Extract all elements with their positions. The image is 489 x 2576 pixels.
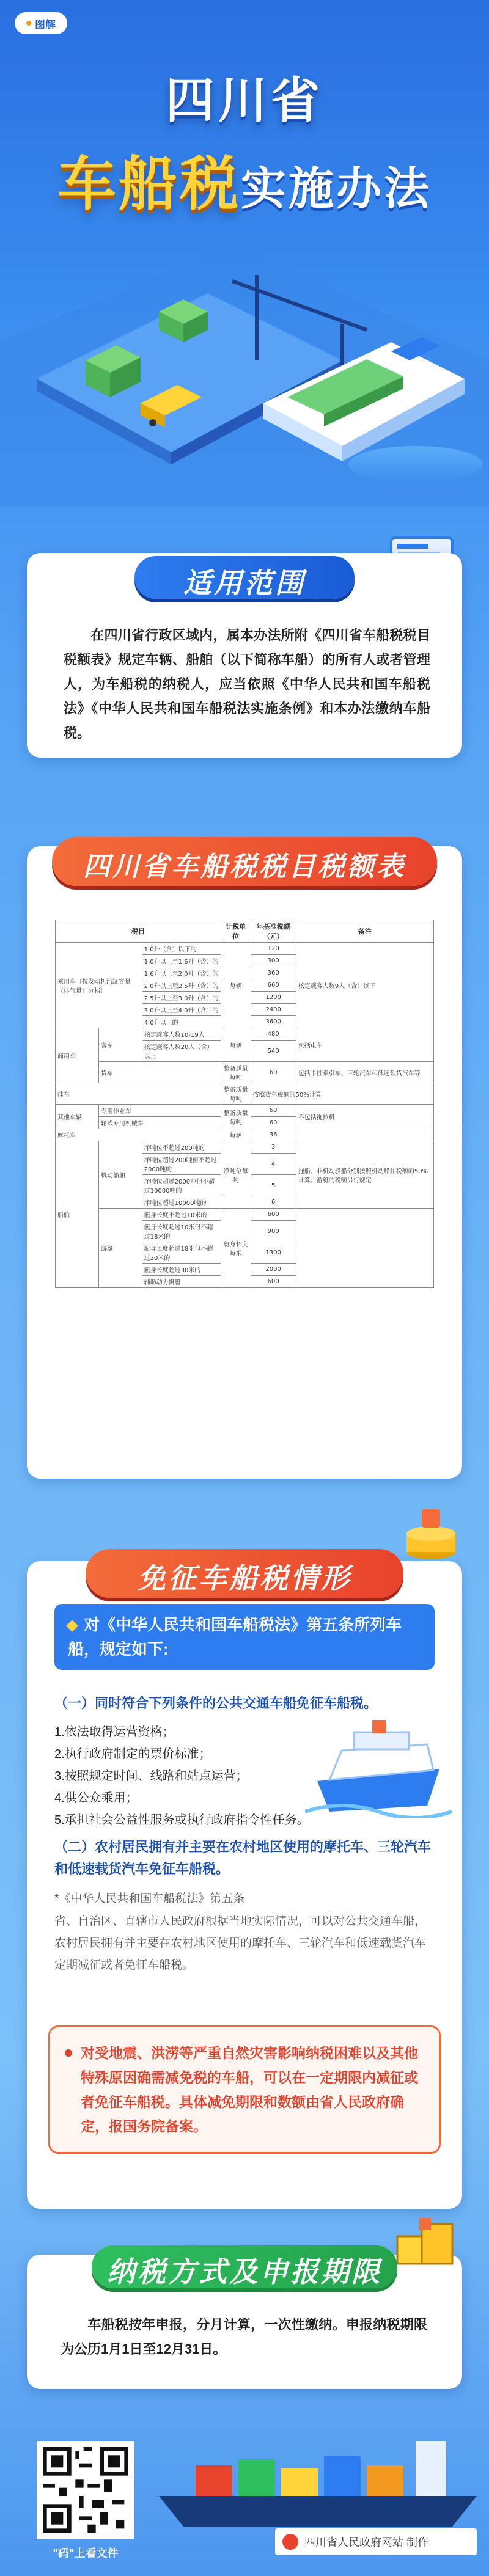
cell-unit: 整备质量每吨	[221, 1083, 251, 1105]
cell-sub: 艇身长度不超过10米的	[142, 1209, 221, 1221]
cell-amount: 2400	[251, 1004, 296, 1016]
th-unit: 计税单位	[221, 920, 251, 943]
cell-amount: 660	[251, 979, 296, 992]
cell-amount: 6	[251, 1196, 296, 1209]
cell-truck-label: 货车	[98, 1062, 221, 1083]
cell-yacht-label: 游艇	[98, 1209, 142, 1288]
cell-sub: 净吨位超过10000吨的	[142, 1196, 221, 1209]
tax-table-card	[27, 846, 462, 1479]
cell-sub: 1.0升（含）以下的	[142, 943, 221, 955]
exempt-title: 免征车船税情形	[138, 1562, 351, 1594]
cell-ship-group: 船舶	[56, 1141, 99, 1288]
cell-sub: 艇身长度超过18米但不超过30米的	[142, 1242, 221, 1264]
cell-amount: 540	[251, 1041, 296, 1062]
cell-amount: 480	[251, 1028, 296, 1041]
tax-table	[55, 920, 434, 1288]
cell-note: 包括半挂牵引车、三轮汽车和低速载货汽车等	[296, 1062, 433, 1083]
cell-sub: 辅助动力帆艇	[142, 1276, 221, 1288]
cell-note: 不包括拖拉机	[296, 1105, 433, 1129]
qr-caption: "码"上看文件	[53, 2547, 119, 2560]
cell-amount: 600	[251, 1276, 296, 1288]
cell-sub: 轮式专用机械车	[98, 1117, 221, 1129]
table-row	[56, 1062, 434, 1083]
exempt-red-box	[48, 2025, 441, 2154]
badge-label: 图解	[35, 18, 56, 31]
cell-note: 核定载客人数9人（含）以下	[296, 943, 433, 1028]
list-item: 5.承担社会公益性服务或执行政府指令性任务。	[54, 1813, 309, 1827]
table-row	[56, 1129, 434, 1141]
cell-unit: 整备质量每吨	[221, 1105, 251, 1129]
table-title: 四川省车船税税目税额表	[83, 852, 406, 882]
bullet-icon	[65, 2049, 72, 2057]
cell-sub: 艇身长度超过10米但不超过18米的	[142, 1221, 221, 1242]
cell-amount: 4	[251, 1154, 296, 1175]
th-item: 税目	[56, 920, 221, 943]
payment-text	[61, 2313, 427, 2362]
port-illustration	[0, 220, 489, 507]
cell-unit: 整备质量每吨	[221, 1062, 251, 1083]
cell-sub: 净吨位不超过200吨的	[142, 1141, 221, 1154]
table-row	[56, 1028, 434, 1041]
title-sub: 实施办法	[241, 163, 432, 214]
cell-sub: 2.0升以上至2.5升（含）的	[142, 979, 221, 992]
cell-amount: 5	[251, 1175, 296, 1196]
cell-bus-label: 客车	[98, 1028, 142, 1062]
scope-paragraph: 在四川省行政区域内，属本办法所附《四川省车船税税目税额表》规定车辆、船舶（以下简称车船）的所有人或者管理人，为车船税的纳税人，应当依照《中华人民共和国车船税法》《中华人民共和国车船税法实施条例》和本办法缴纳车船税。	[64, 628, 430, 741]
cell-sub: 净吨位超过200吨但不超过2000吨的	[142, 1154, 221, 1175]
cell-sub: 艇身长度超过30米的	[142, 1264, 221, 1276]
cell-amount: 60	[251, 1062, 296, 1083]
cell-amount: 36	[251, 1129, 296, 1141]
payment-paragraph: 车船税按年申报，分月计算，一次性缴纳。申报纳税期限为公历1月1日至12月31日。	[61, 2317, 427, 2357]
cell-sub: 核定载客人数10-19人	[142, 1028, 221, 1041]
scope-title: 适用范围	[183, 567, 306, 599]
cell-amount: 120	[251, 943, 296, 955]
cell-note: 拖船、非机动驳船分别按照机动船舶税额的50%计算；游艇的税额另行规定	[296, 1141, 433, 1209]
exempt-list	[54, 1721, 336, 1831]
cell-amount: 60	[251, 1105, 296, 1117]
cell-amount: 360	[251, 967, 296, 979]
cell-moto-label: 摩托车	[56, 1129, 221, 1141]
cell-sub: 3.0升以上至4.0升（含）的	[142, 1004, 221, 1016]
coins-icon	[397, 1503, 465, 1564]
cell-amount: 按照货车税额的50%计算	[251, 1083, 433, 1105]
table-row	[56, 1105, 434, 1117]
law-title: *《中华人民共和国车船税法》第五条	[54, 1892, 245, 1905]
cell-commercial-group: 商用车	[56, 1028, 99, 1083]
list-item: 4.供公众乘用；	[54, 1791, 138, 1805]
exempt-intro: 对《中华人民共和国车船税法》第五条所列车船，规定如下:	[68, 1615, 402, 1658]
cell-unit: 每辆	[221, 1028, 251, 1062]
cell-sub: 2.5升以上至3.0升（含）的	[142, 992, 221, 1004]
cell-amount: 3600	[251, 1016, 296, 1028]
tax-table-wrap	[55, 920, 434, 1288]
title-line2	[0, 137, 489, 221]
cell-unit: 净吨位每吨	[221, 1141, 251, 1209]
cell-sub: 净吨位超过2000吨但不超过10000吨的	[142, 1175, 221, 1196]
law-text: 省、自治区、直辖市人民政府根据当地实际情况，可以对公共交通车船，农村居民拥有并主要在农村地区使用的摩托车、三轮汽车和低速载货汽车定期减征或者免征车船税。	[54, 1915, 427, 1972]
cell-passenger-group: 乘用车〔按发动机汽缸容量（排气量）分档〕	[56, 943, 142, 1028]
diamond-icon	[66, 1620, 78, 1632]
title-main: 车船税	[57, 152, 241, 217]
qr-code[interactable]	[37, 2441, 134, 2539]
exempt-disaster-text: 对受地震、洪涝等严重自然灾害影响纳税困难以及其他特殊原因确需减免税的车船，可以在一定期限内减征或者免征车船税。具体减免期限和数额由省人民政府确定，报国务院备案。	[81, 2045, 418, 2134]
exempt-card	[27, 1561, 462, 2209]
footer-ship-icon	[159, 2423, 477, 2527]
list-item: 2.执行政府制定的票价标准；	[54, 1747, 211, 1761]
exempt-sub1: （一）同时符合下列条件的公共交通车船免征车船税。	[54, 1696, 378, 1711]
exempt-blue-box	[54, 1604, 435, 1670]
footer-brand-text: 四川省人民政府网站 制作	[304, 2536, 428, 2549]
cell-note-empty	[296, 1209, 433, 1288]
illustration-badge	[15, 12, 67, 34]
table-row	[56, 1083, 434, 1105]
badge-dot-icon	[26, 21, 31, 26]
gov-logo-icon	[282, 2534, 298, 2550]
cell-amount: 300	[251, 955, 296, 967]
cruise-ship-icon	[305, 1714, 452, 1818]
table-row	[56, 943, 434, 955]
title-line1: 四川省	[166, 73, 323, 128]
cell-sub: 1.0升以上至1.6升（含）的	[142, 955, 221, 967]
scope-text	[64, 623, 430, 745]
cell-other-group: 其他车辆	[56, 1105, 99, 1129]
cell-amount: 1300	[251, 1242, 296, 1264]
cell-amount: 1200	[251, 992, 296, 1004]
cell-amount: 3	[251, 1141, 296, 1154]
cell-unit: 艇身长度每米	[221, 1209, 251, 1288]
th-note: 备注	[296, 920, 433, 943]
cell-motor-ship-label: 机动船舶	[98, 1141, 142, 1209]
list-item: 3.按照规定时间、线路和站点运营；	[54, 1769, 248, 1783]
cell-note: 包括电车	[296, 1028, 433, 1062]
table-row	[56, 1141, 434, 1154]
cell-unit: 每辆	[221, 943, 251, 1028]
cell-amount: 900	[251, 1221, 296, 1242]
payment-title: 纳税方式及申报期限	[107, 2256, 382, 2288]
cell-amount: 600	[251, 1209, 296, 1221]
table-header-row	[56, 920, 434, 943]
cell-sub: 专用作业车	[98, 1105, 221, 1117]
qr-code-icon	[43, 2447, 128, 2533]
cell-amount: 60	[251, 1117, 296, 1129]
table-row	[56, 1209, 434, 1221]
list-item: 1.依法取得运营资格；	[54, 1725, 175, 1739]
cell-sub: 核定载客人数20人（含）以上	[142, 1041, 221, 1062]
cell-sub: 1.6升以上至2.0升（含）的	[142, 967, 221, 979]
cell-sub: 4.0升以上的	[142, 1016, 221, 1028]
cell-unit: 每辆	[221, 1129, 251, 1141]
cell-note-empty	[296, 1129, 433, 1141]
cell-amount: 2000	[251, 1264, 296, 1276]
cell-trailer-label: 挂车	[56, 1083, 221, 1105]
exempt-sub2: （二）农村居民拥有并主要在农村地区使用的摩托车、三轮汽车和低速载货汽车免征车船税。	[54, 1839, 432, 1876]
th-amount: 年基准税额（元）	[251, 920, 296, 943]
footer-brand	[275, 2528, 477, 2555]
